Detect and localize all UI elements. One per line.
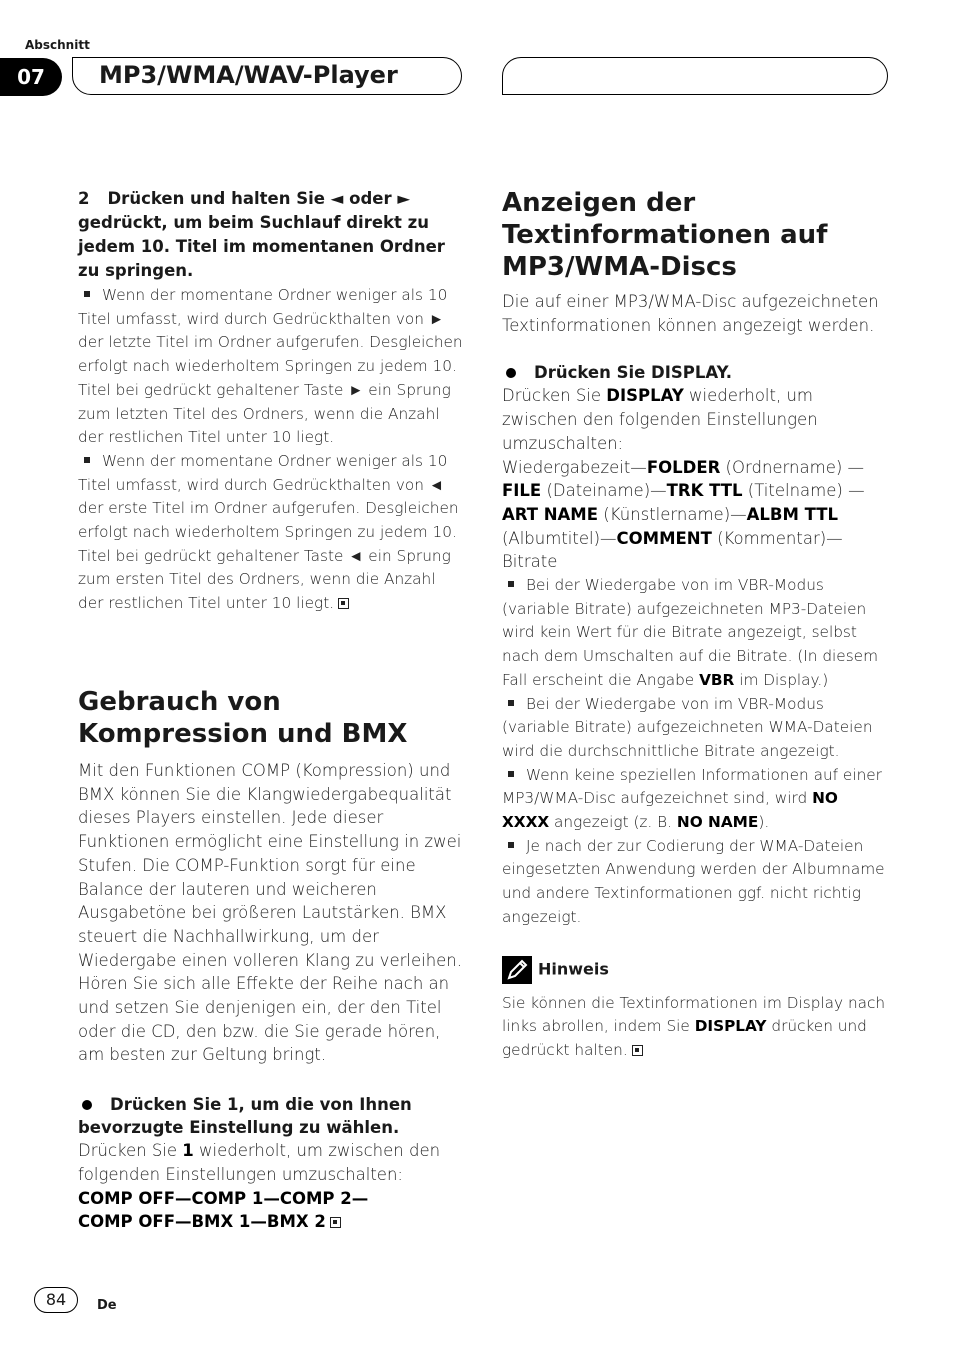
end-mark-icon (632, 1045, 643, 1056)
compression-step: Drücken Sie 1, um die von Ihnen bevorzugte Einstellung zu wählen. (78, 1095, 412, 1138)
step-number: 2 (78, 189, 90, 208)
note-item: Bei der Wiedergabe von im VBR-Modus (variable Bitrate) aufgezeichneten WMA-Dateien wird die durchschnittliche Bitrate angezeigt. (502, 694, 873, 760)
square-bullet-icon (508, 700, 514, 706)
square-bullet-icon (84, 291, 90, 297)
language-code: De (97, 1298, 117, 1313)
compression-sequence: COMP OFF—COMP 1—COMP 2— COMP OFF—BMX 1—BMX 2 (78, 1188, 369, 1232)
note-item: Bei der Wiedergabe von im VBR-Modus (variable Bitrate) aufgezeichneten MP3-Dateien wird kein Wert für die Bitrate angezeigt, selbst nach dem Umschalten auf die Bitrate. (In diesem Fall erscheint die Angabe VBR im Display.) (502, 576, 878, 689)
text-info-intro: Die auf einer MP3/WMA-Disc aufgezeichneten Textinformationen können angezeigt werden. (502, 292, 879, 335)
end-mark-icon (330, 1217, 341, 1228)
display-sequence: Wiedergabezeit—FOLDER (Ordnername) —FILE (Dateiname)—TRK TTL (Titelname) —ART NAME (Künstlername)—ALBM TTL (Albumtitel)—COMMENT (Kommentar)—Bitrate (502, 457, 865, 572)
hint-box (502, 956, 890, 1063)
display-step: Drücken Sie DISPLAY. (502, 361, 890, 384)
pencil-icon (502, 956, 532, 984)
square-bullet-icon (508, 771, 514, 777)
display-step-desc: Drücken Sie DISPLAY wiederholt, um zwischen den folgenden Einstellungen umzuschalten: (502, 386, 818, 453)
chapter-title-box (72, 57, 462, 95)
right-column (502, 187, 890, 1063)
note-item: Je nach der zur Codierung der WMA-Dateien eingesetzten Anwendung werden der Albumname und andere Textinformationen ggf. nicht richtig angezeigt. (502, 836, 885, 926)
section-label: Abschnitt (25, 38, 90, 52)
section-heading: Anzeigen der Textinformationen auf MP3/WMA-Discs (502, 188, 828, 282)
empty-header-box (502, 57, 888, 95)
bullet-dot-icon (82, 1100, 92, 1110)
step-text: Drücken und halten Sie ◄ oder ► gedrückt, um beim Suchlauf direkt zu jedem 10. Titel im momentanen Ordner zu springen. (78, 189, 445, 280)
section-number: 07 (0, 58, 62, 96)
note-item: Wenn der momentane Ordner weniger als 10 Titel umfasst, wird durch Gedrückthalten von ► der letzte Titel im Ordner aufgerufen. Desgleichen erfolgt nach wiederholtem Springen zu jedem 10. Titel bei gedrückt gehaltener Taste ► ein Sprung zum letzten Titel des Ordners, wenn die Anzahl der restlichen Titel unter 10 liegt. (78, 286, 463, 447)
hint-text: Sie können die Textinformationen im Display nach links abrollen, indem Sie DISPLAY drücken und gedrückt halten. (502, 993, 886, 1059)
bullet-dot-icon (506, 368, 516, 378)
compression-step-desc: Drücken Sie 1 wiederholt, um zwischen den folgenden Einstellungen umzuschalten: (78, 1141, 441, 1184)
note-item: Wenn keine speziellen Informationen auf einer MP3/WMA-Disc aufgezeichnet sind, wird NO XXXX angezeigt (z. B. NO NAME). (502, 765, 882, 832)
page-number: 84 (34, 1287, 78, 1313)
left-column (78, 187, 464, 616)
square-bullet-icon (508, 581, 514, 587)
square-bullet-icon (84, 457, 90, 463)
compression-section (78, 686, 464, 1234)
chapter-title: MP3/WMA/WAV-Player (99, 61, 398, 89)
section-heading: Gebrauch von Kompression und BMX (78, 687, 408, 749)
step-2 (78, 187, 464, 283)
hint-heading: Hinweis (502, 956, 890, 984)
end-mark-icon (338, 598, 349, 609)
note-item: Wenn der momentane Ordner weniger als 10 Titel umfasst, wird durch Gedrückthalten von ◄ der erste Titel im Ordner aufgerufen. Desgleichen erfolgt nach wiederholtem Springen zu jedem 10. Titel bei gedrückt gehaltener Taste ◄ ein Sprung zum ersten Titel des Ordners, wenn die Anzahl der restlichen Titel unter 10 liegt. (78, 451, 459, 613)
compression-body: Mit den Funktionen COMP (Kompression) und BMX können Sie die Klangwiedergabequalität dieses Players einstellen. Jede dieser Funktionen ermöglicht eine Einstellung in zwei Stufen. Die COMP-Funktion sorgt für eine Balance der lauteren und weicheren Ausgabetöne bei größeren Lautstärken. BMX steuert die Nachhallwirkung, um der Wiedergabe einen volleren Klang zu verleihen. Hören Sie sich alle Effekte der Reihe nach an und setzen Sie denjenigen ein, der den Titel oder die CD, den bzw. die Sie gerade hören, am besten zur Geltung bringt. (78, 761, 463, 1065)
square-bullet-icon (508, 842, 514, 848)
